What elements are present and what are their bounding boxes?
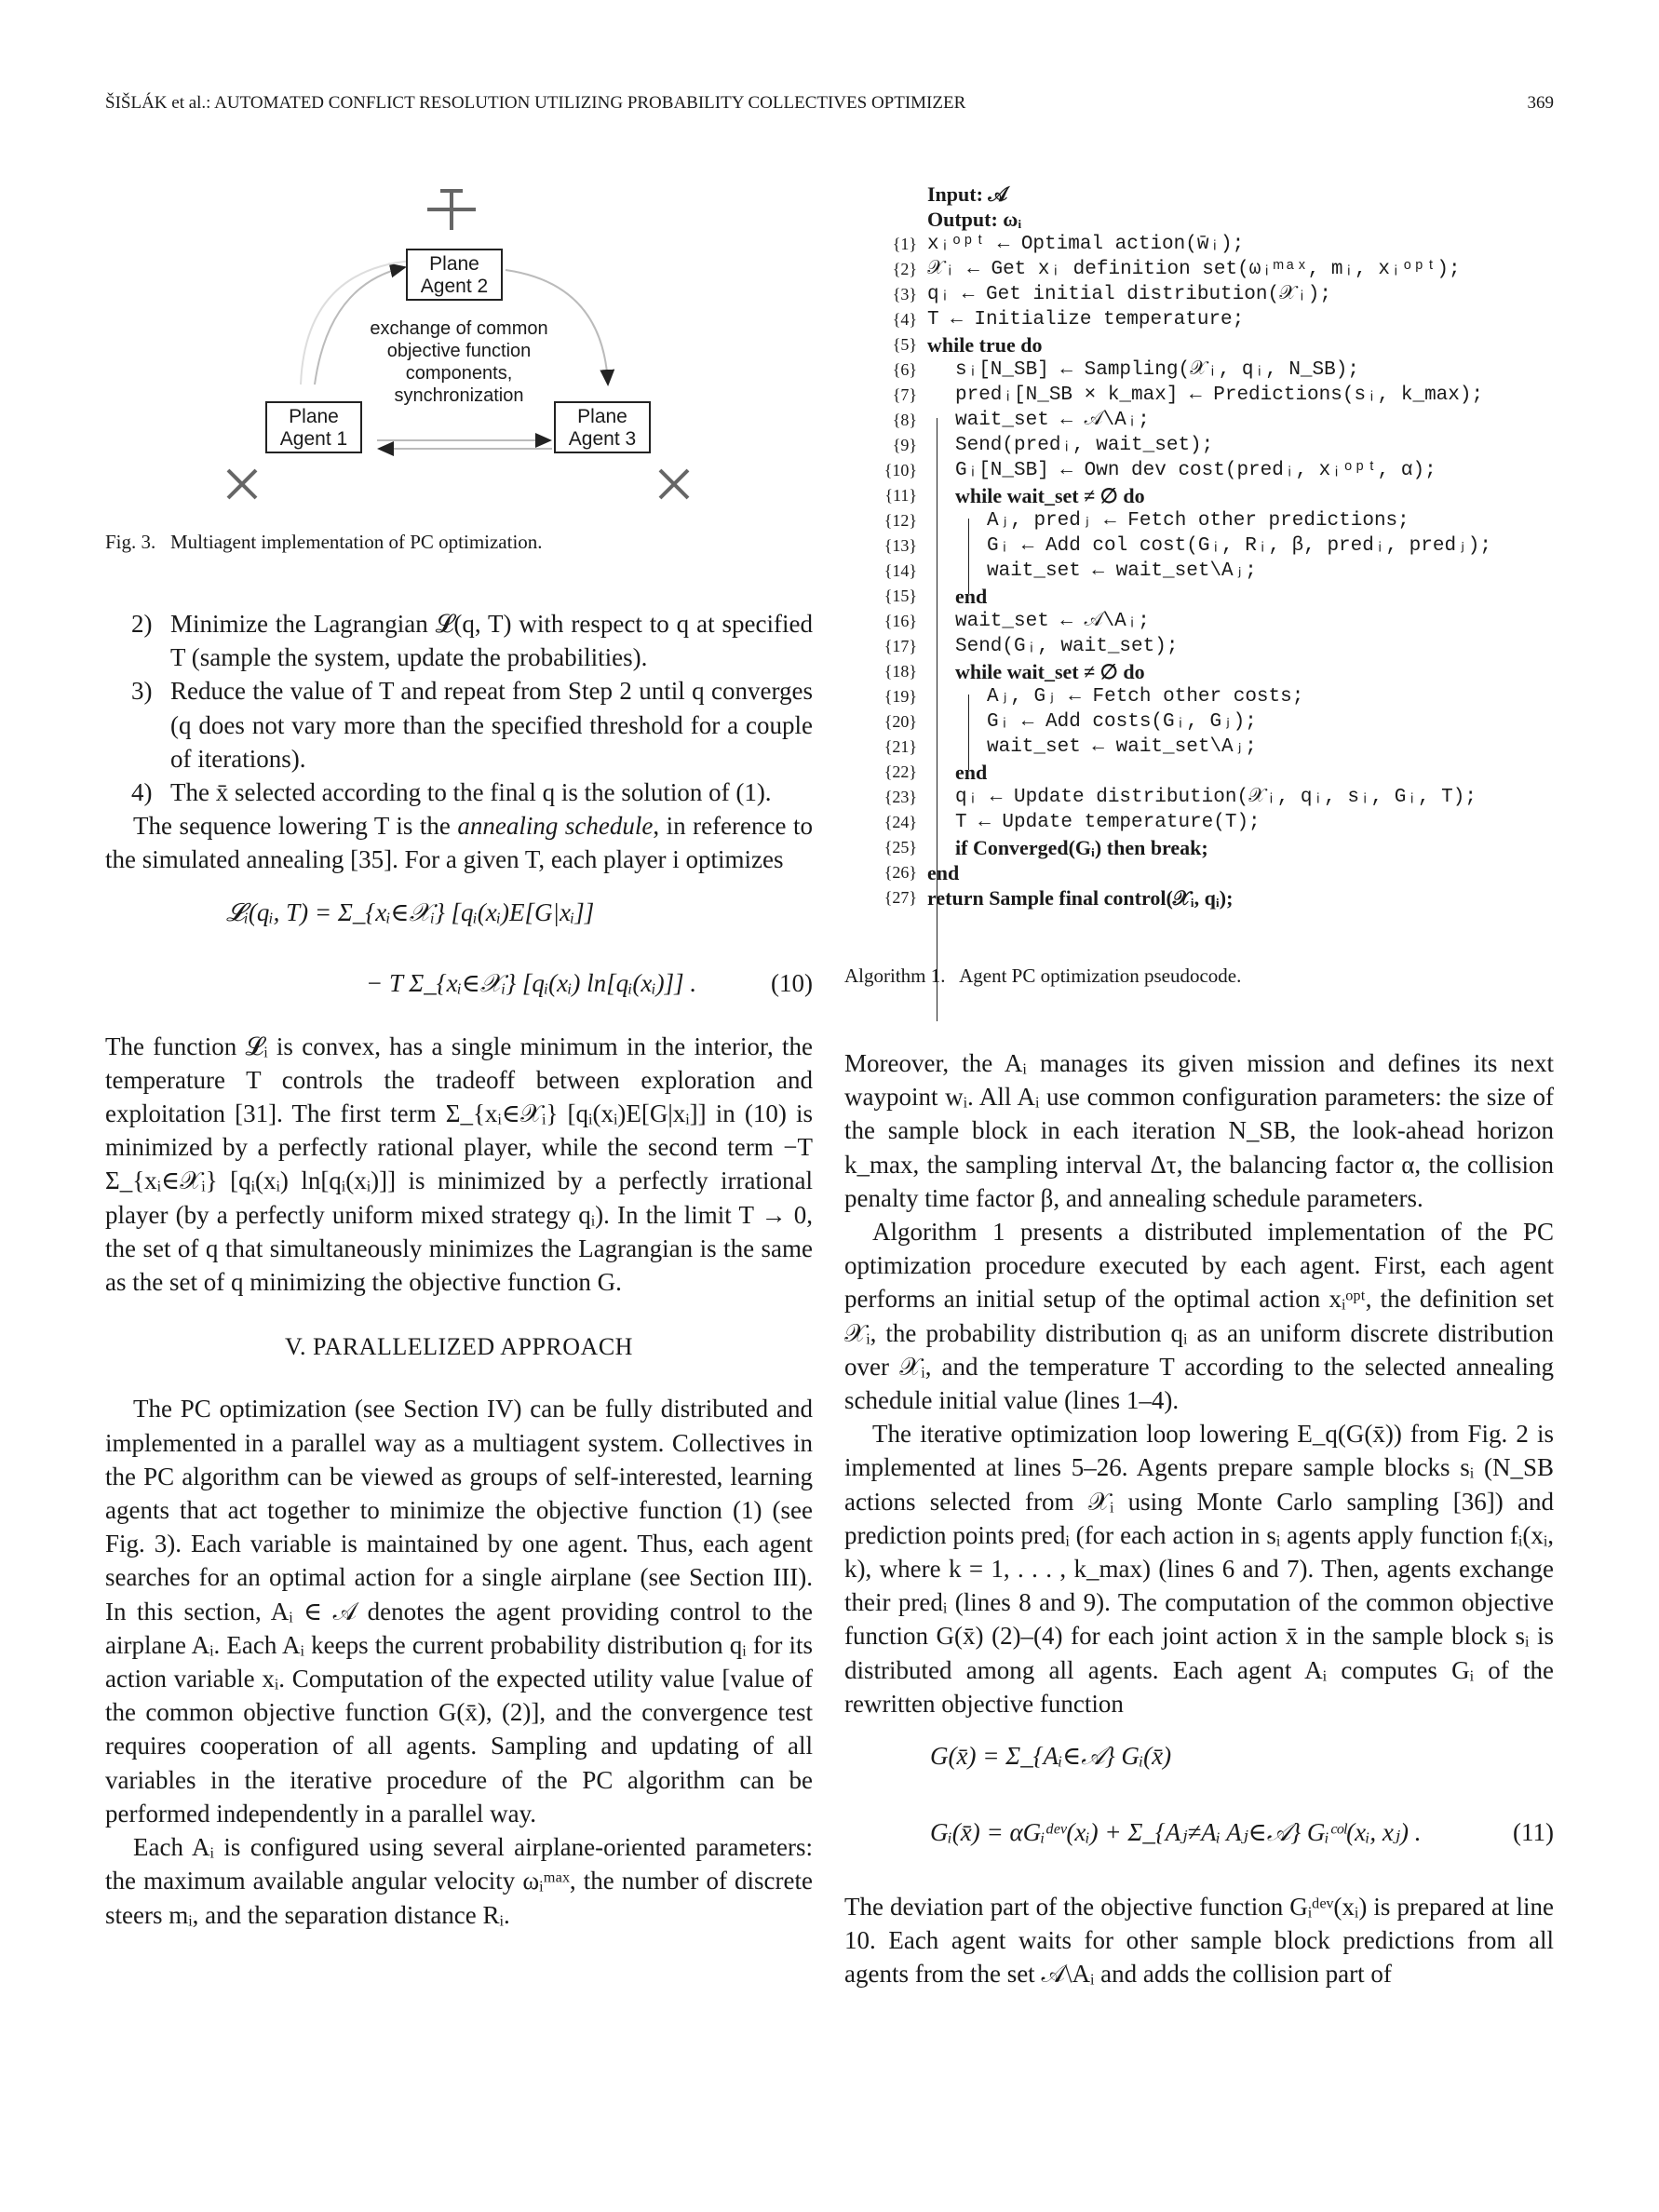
algorithm-line-number: {3} xyxy=(892,285,917,303)
algorithm-line-code: return Sample final control(𝒳ᵢ, qᵢ); xyxy=(927,886,1234,910)
plane-top-icon xyxy=(427,189,476,230)
figure-3 xyxy=(105,182,813,517)
algorithm-line-code: xᵢᵒᵖᵗ ← Optimal action(w̄ᵢ); xyxy=(927,234,1245,255)
algorithm-line-code: Gᵢ ← Add col cost(Gᵢ, Rᵢ, β, predᵢ, predⱼ); xyxy=(987,535,1491,557)
equation-11 xyxy=(844,1726,1554,1890)
algorithm-line-code: wait_set ← wait_set\Aⱼ; xyxy=(987,736,1257,758)
algorithm-line-code: while true do xyxy=(927,333,1043,357)
paragraph-deviation: The deviation part of the objective function Gᵢᵈᵉᵛ(xᵢ) is prepared at line 10. Each agent waits for other sample block predictions from all agents from the set 𝒜\Aᵢ and adds the collision part of xyxy=(844,1893,1554,1989)
algorithm-line xyxy=(875,559,1564,584)
algorithm-line-number: {11} xyxy=(884,486,917,505)
paragraph-annealing: The sequence lowering T is the annealing schedule, in reference to the simulated annealing [35]. For a given T, each player i optimizes xyxy=(105,812,813,874)
algorithm-line xyxy=(875,307,1564,332)
algorithm-line-code: T ← Initialize temperature; xyxy=(927,309,1245,330)
algorithm-line-code: while wait_set ≠ ∅ do xyxy=(955,660,1145,683)
algorithm-line xyxy=(875,885,1564,910)
algorithm-line-number: {13} xyxy=(883,536,917,555)
algorithm-line-code: Gᵢ ← Add costs(Gᵢ, Gⱼ); xyxy=(987,711,1257,733)
algorithm-line-number: {12} xyxy=(883,511,917,530)
algorithm-line xyxy=(875,835,1564,860)
algorithm-line-number: {27} xyxy=(883,888,917,907)
algorithm-line-number: {25} xyxy=(883,838,917,856)
eq10-line1: 𝓛ᵢ(qᵢ, T) = Σ_{xᵢ∈𝒳ᵢ} [qᵢ(xᵢ)E[G|xᵢ]] xyxy=(226,897,595,926)
paragraph-algorithm-1: Algorithm 1 presents a distributed implementation of the PC optimization procedure executed by each agent. First, each agent performs an initial setup of the optimal action xᵢᵒᵖᵗ, the definition set 𝒳ᵢ, the probability distribution qᵢ as an uniform discrete distribution over 𝒳ᵢ, and the temperature T according to the selected annealing schedule initial value (lines 1–4). xyxy=(844,1218,1554,1415)
left-column xyxy=(105,607,813,1932)
algorithm-line-number: {10} xyxy=(883,461,917,479)
paragraph-convex: The function 𝓛ᵢ is convex, has a single minimum in the interior, the temperature T controls the tradeoff between exploration and exploitation [31]. The first term Σ_{xᵢ∈𝒳ᵢ} [qᵢ(xᵢ)E[G|xᵢ]] in (10) is minimized by a perfectly rational player, while the second term −T Σ_{xᵢ∈𝒳ᵢ} [qᵢ(xᵢ) ln[qᵢ(xᵢ)]] is minimized by a perfectly irrational player (by a perfectly uniform mixed strategy qᵢ). In the limit T → 0, the set of q that simultaneously minimizes the Lagrangian is the same as the set of q minimizing the objective function G. xyxy=(105,1032,813,1297)
page-number: 369 xyxy=(1527,93,1554,113)
algorithm-line xyxy=(875,508,1564,533)
algorithm-line-number: {6} xyxy=(892,360,917,379)
algorithm-line-number: {26} xyxy=(883,863,917,882)
algorithm-line xyxy=(875,357,1564,383)
algorithm-line-number: {2} xyxy=(892,260,917,278)
alg-input: Input: 𝒜 xyxy=(927,182,1008,206)
algorithm-line xyxy=(875,584,1564,609)
right-column xyxy=(844,1046,1554,1991)
paragraph-moreover: Moreover, the Aᵢ manages its given mission and defines its next waypoint wᵢ. All Aᵢ use common configuration parameters: the size of the sample block in each iteration N_SB, the look-ahead horizon k_max, the sampling interval Δτ, the balancing factor α, the collision penalty time factor β, and annealing schedule parameters. xyxy=(844,1049,1554,1212)
algorithm-line xyxy=(875,659,1564,684)
algorithm-line xyxy=(875,533,1564,559)
algorithm-line-number: {7} xyxy=(892,385,917,404)
paragraph-pc: The PC optimization (see Section IV) can be fully distributed and implemented in a parallel way as a multiagent system. Collectives in the PC algorithm can be viewed as groups of self-interested, learning agents that act together to minimize the objective function (1) (see Fig. 3). Each variable is maintained by one agent. Thus, each agent searches for an optimal action for a single airplane (see Section III). In this section, Aᵢ ∈ 𝒜 denotes the agent providing control to the airplane Aᵢ. Each Aᵢ keeps the current probability distribution qᵢ for its action variable xᵢ. Computation of the expected utility value [value of the common objective function G(x̄), (2)], and the convergence test requires cooperation of all agents. Sampling and updating of all variables in the iterative procedure of the PC algorithm can be performed independently in a parallel way. xyxy=(105,1395,813,1828)
algorithm-line-number: {4} xyxy=(892,310,917,329)
algorithm-line xyxy=(875,408,1564,433)
list-item: 3) Reduce the value of T and repeat from Step 2 until q converges (q does not vary more than the specified threshold for a couple of iterations). xyxy=(131,677,813,773)
algorithm-line-number: {23} xyxy=(883,788,917,806)
algorithm-line-code: sᵢ[N_SB] ← Sampling(𝒳ᵢ, qᵢ, N_SB); xyxy=(955,359,1359,381)
paragraph-each: Each Aᵢ is configured using several airplane-oriented parameters: the maximum available angular velocity ωᵢᵐᵃˣ, the number of discrete steers mᵢ, and the separation distance Rᵢ. xyxy=(105,1833,813,1929)
algorithm-line xyxy=(875,810,1564,835)
figure-center-label: exchange of common objective function components, synchronization xyxy=(370,318,548,406)
algorithm-line-code: end xyxy=(927,861,960,884)
algorithm-line-code: wait_set ← wait_set\Aⱼ; xyxy=(987,560,1257,582)
algorithm-line-code: qᵢ ← Update distribution(𝒳ᵢ, qᵢ, sᵢ, Gᵢ, T); xyxy=(955,787,1477,808)
algorithm-line-number: {20} xyxy=(883,712,917,731)
algorithm-line xyxy=(875,232,1564,257)
algorithm-line xyxy=(875,282,1564,307)
algorithm-1-caption: Algorithm 1. Agent PC optimization pseudocode. xyxy=(844,964,1242,987)
running-header xyxy=(105,93,1554,119)
algorithm-line-code: T ← Update temperature(T); xyxy=(955,812,1261,833)
algorithm-line xyxy=(875,785,1564,810)
eq10-number: (10) xyxy=(771,968,813,997)
header-title: ŠIŠLÁK et al.: AUTOMATED CONFLICT RESOLUTION UTILIZING PROBABILITY COLLECTIVES OPTIMIZER xyxy=(105,93,966,113)
eq11-number: (11) xyxy=(1513,1818,1554,1847)
algorithm-line xyxy=(875,483,1564,508)
algorithm-line-number: {9} xyxy=(892,436,917,454)
plane-agent-1-box: Plane Agent 1 xyxy=(265,401,362,453)
plane-right-icon xyxy=(660,470,688,498)
algorithm-line xyxy=(875,684,1564,709)
paragraph-iterative: The iterative optimization loop lowering E_q(G(x̄)) from Fig. 2 is implemented at lines 5–26. Agents prepare sample blocks sᵢ (N_SB actions selected from 𝒳ᵢ using Monte Carlo sampling [36]) and prediction points predᵢ (for each action in sᵢ agents apply function fᵢ(xᵢ, k), where k = 1, . . . , k_max) (lines 6 and 7). Then, agents exchange their predᵢ (lines 8 and 9). The computation of the common objective function G(x̄) (2)–(4) for each joint action x̄ in the sample block sᵢ is distributed among all agents. Each agent Aᵢ computes Gᵢ of the rewritten objective function xyxy=(844,1420,1554,1718)
algorithm-line-code: Aⱼ, Gⱼ ← Fetch other costs; xyxy=(987,686,1304,708)
algorithm-line xyxy=(875,257,1564,282)
figure-3-caption: Fig. 3. Multiagent implementation of PC optimization. xyxy=(105,531,543,553)
algorithm-line xyxy=(875,709,1564,735)
algorithm-line-number: {1} xyxy=(892,235,917,253)
algorithm-line-code: 𝒳ᵢ ← Get xᵢ definition set(ωᵢᵐᵃˣ, mᵢ, xᵢᵒᵖᵗ); xyxy=(927,259,1461,280)
algorithm-line-number: {21} xyxy=(883,737,917,756)
algorithm-line-code: predᵢ[N_SB × k_max] ← Predictions(sᵢ, k_max); xyxy=(955,384,1484,406)
eq10-line2: − T Σ_{xᵢ∈𝒳ᵢ} [qᵢ(xᵢ) ln[qᵢ(xᵢ)]] . xyxy=(366,968,697,997)
algorithm-line xyxy=(875,458,1564,483)
algorithm-line-number: {17} xyxy=(883,637,917,655)
eq11-line1: G(x̄) = Σ_{Aᵢ∈𝒜} Gᵢ(x̄) xyxy=(930,1742,1172,1771)
algorithm-line-code: Send(predᵢ, wait_set); xyxy=(955,435,1214,456)
algorithm-line-number: {19} xyxy=(883,687,917,706)
algorithm-line-code: if Converged(Gᵢ) then break; xyxy=(955,836,1208,859)
algorithm-line xyxy=(875,634,1564,659)
loop-bar-inner-1 xyxy=(968,519,969,594)
section-title: V. PARALLELIZED APPROACH xyxy=(285,1333,633,1361)
algorithm-line-number: {15} xyxy=(883,587,917,605)
algorithm-line xyxy=(875,332,1564,357)
alg-lines xyxy=(875,232,1564,910)
algorithm-line xyxy=(875,735,1564,760)
algorithm-line-number: {24} xyxy=(883,813,917,831)
algorithm-line-code: wait_set ← 𝒜\Aᵢ; xyxy=(955,410,1150,431)
algorithm-line xyxy=(875,383,1564,408)
algorithm-line-code: wait_set ← 𝒜\Aᵢ; xyxy=(955,611,1150,632)
algorithm-line-code: while wait_set ≠ ∅ do xyxy=(955,484,1145,507)
algorithm-line xyxy=(875,760,1564,785)
eq11-line2: Gᵢ(x̄) = αGᵢᵈᵉᵛ(xᵢ) + Σ_{Aⱼ≠Aᵢ Aⱼ∈𝒜} Gᵢᶜᵒˡ(xᵢ, xⱼ) . xyxy=(930,1818,1422,1847)
algorithm-line-code: end xyxy=(955,585,988,608)
algorithm-line-number: {18} xyxy=(883,662,917,681)
algorithm-line-number: {14} xyxy=(883,561,917,580)
algorithm-line-number: {8} xyxy=(892,411,917,429)
algorithm-line xyxy=(875,433,1564,458)
algorithm-line-number: {22} xyxy=(883,762,917,781)
algorithm-line-number: {5} xyxy=(892,335,917,354)
list-item: 2) Minimize the Lagrangian 𝓛(q, T) with respect to q at specified T (sample the system, update the probabilities). xyxy=(131,610,813,672)
loop-bar-inner-2 xyxy=(968,695,969,770)
algorithm-line xyxy=(875,860,1564,885)
plane-agent-3-box: Plane Agent 3 xyxy=(554,401,651,453)
list-item: 4) The x̄ selected according to the final q is the solution of (1). xyxy=(131,778,772,807)
algorithm-line-number: {16} xyxy=(883,612,917,630)
equation-10 xyxy=(105,890,813,1030)
alg-output: Output: ωᵢ xyxy=(927,208,1022,231)
algorithm-line xyxy=(875,609,1564,634)
plane-agent-2-box: Plane Agent 2 xyxy=(406,249,503,301)
algorithm-line-code: Send(Gᵢ, wait_set); xyxy=(955,636,1179,657)
algorithm-line-code: Gᵢ[N_SB] ← Own dev cost(predᵢ, xᵢᵒᵖᵗ, α); xyxy=(955,460,1436,481)
plane-left-icon xyxy=(228,470,256,498)
algorithm-line-code: Aⱼ, predⱼ ← Fetch other predictions; xyxy=(987,510,1409,532)
algorithm-1 xyxy=(875,182,1564,910)
algorithm-line-code: end xyxy=(955,761,988,784)
algorithm-line-code: qᵢ ← Get initial distribution(𝒳ᵢ); xyxy=(927,284,1331,305)
